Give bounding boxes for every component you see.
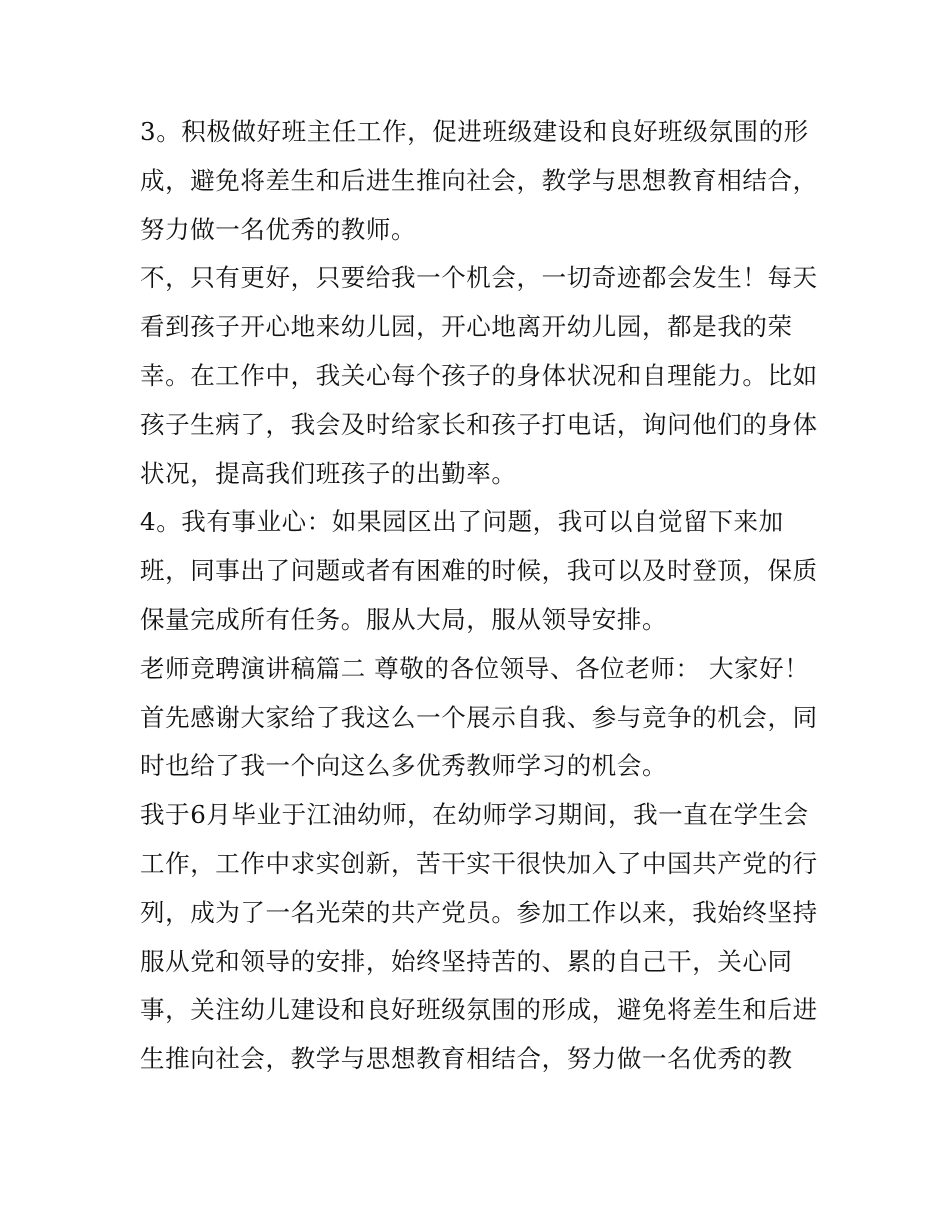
text-line: 成，避免将差生和后进生推向社会，教学与思想教育相结合， bbox=[140, 165, 818, 195]
text-line: 4。我有事业心：如果园区出了问题，我可以自觉留下来加 bbox=[140, 507, 784, 537]
text-line: 保量完成所有任务。服从大局，服从领导安排。 bbox=[140, 604, 668, 634]
text-line: 时也给了我一个向这么多优秀教师学习的机会。 bbox=[140, 751, 668, 781]
text-line: 生推向社会，教学与思想教育相结合，努力做一名优秀的教 bbox=[140, 1044, 793, 1074]
text-line: 努力做一名优秀的教师。 bbox=[140, 214, 417, 244]
text-line: 老师竞聘演讲稿篇二 尊敬的各位领导、各位老师： 大家好！ bbox=[140, 653, 810, 683]
text-line: 服从党和领导的安排，始终坚持苦的、累的自己干，关心同 bbox=[140, 946, 793, 976]
text-line: 首先感谢大家给了我这么一个展示自我、参与竞争的机会，同 bbox=[140, 702, 818, 732]
text-line: 幸。在工作中，我关心每个孩子的身体状况和自理能力。比如 bbox=[140, 360, 818, 390]
text-line: 看到孩子开心地来幼儿园，开心地离开幼儿园，都是我的荣 bbox=[140, 312, 793, 342]
text-line: 孩子生病了，我会及时给家长和孩子打电话，询问他们的身体 bbox=[140, 409, 818, 439]
text-line: 工作，工作中求实创新，苦干实干很快加入了中国共产党的行 bbox=[140, 848, 818, 878]
text-line: 事，关注幼儿建设和良好班级氛围的形成，避免将差生和后进 bbox=[140, 995, 818, 1025]
text-line: 我于6月毕业于江油幼师，在幼师学习期间，我一直在学生会 bbox=[140, 800, 809, 830]
text-line: 状况，提高我们班孩子的出勤率。 bbox=[140, 458, 517, 488]
document-body bbox=[140, 108, 818, 1084]
text-line: 不，只有更好，只要给我一个机会，一切奇迹都会发生！每天 bbox=[140, 263, 818, 293]
text-line: 班，同事出了问题或者有困难的时候，我可以及时登顶，保质 bbox=[140, 556, 818, 586]
text-line: 3。积极做好班主任工作，促进班级建设和良好班级氛围的形 bbox=[140, 117, 809, 146]
text-line: 列，成为了一名光荣的共产党员。参加工作以来，我始终坚持 bbox=[140, 897, 818, 927]
